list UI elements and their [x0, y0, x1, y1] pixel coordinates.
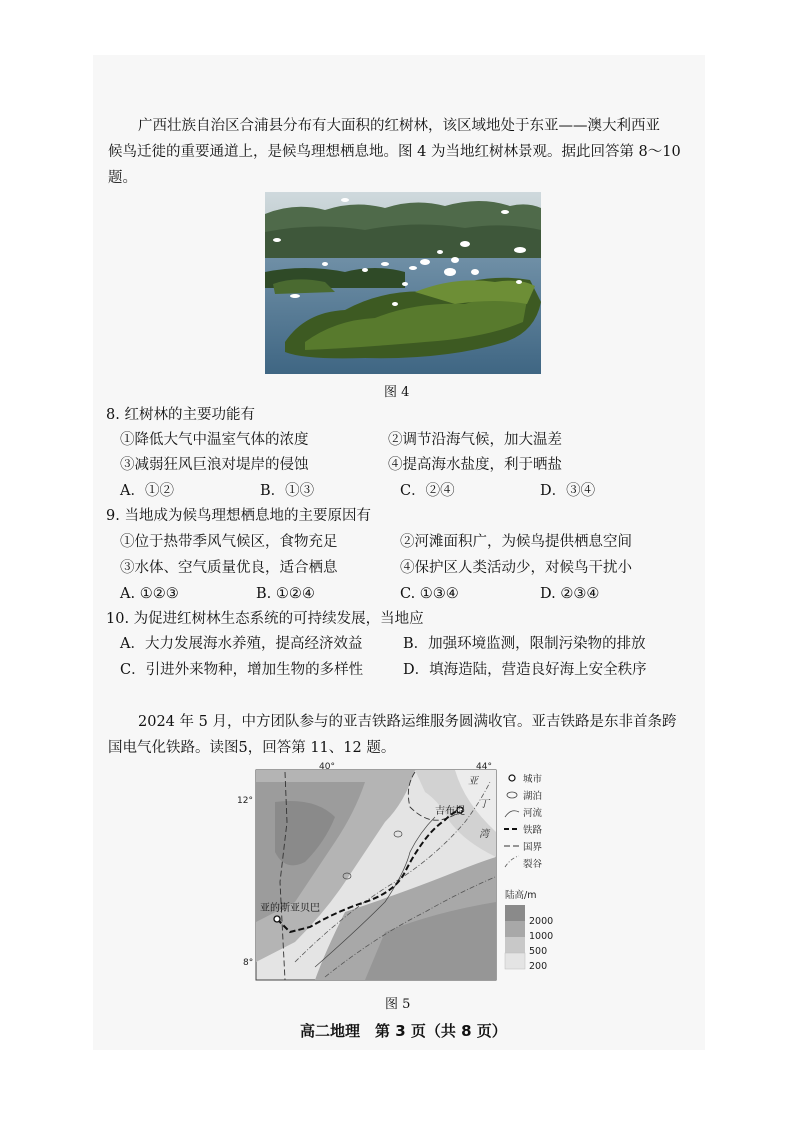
q10-choice-d: D．填海造陆，营造良好海上安全秩序: [403, 662, 647, 678]
q9-choice-a: A. ①②③: [120, 586, 179, 602]
q8-choice-a: A．①②: [120, 483, 174, 499]
city-label-addis-ababa: 亚的斯亚贝巴: [260, 903, 320, 914]
q9-option1: ①位于热带季风气候区，食物充足: [120, 534, 338, 550]
q8-choice-b: B．①③: [260, 483, 315, 499]
q8-option1: ①降低大气中温室气体的浓度: [120, 432, 309, 448]
q8-choice-c: C．②④: [400, 483, 455, 499]
q10-stem: 10. 为促进红树林生态系统的可持续发展，当地应: [106, 611, 424, 627]
q9-choice-d: D. ②③④: [540, 586, 600, 602]
intro1-line1: 广西壮族自治区合浦县分布有大面积的红树林，该区域地处于东亚——澳大利西亚: [138, 118, 660, 134]
q10-choice-b: B．加强环境监测，限制污染物的排放: [403, 636, 646, 652]
mangrove-photo: [265, 192, 541, 374]
q9-choice-b: B. ①②④: [256, 586, 315, 602]
q8-option4: ④提高海水盐度，利于晒盐: [388, 457, 562, 473]
longitude-44: 44°: [476, 762, 492, 772]
legend-elev-1000: 1000: [529, 931, 554, 942]
longitude-40: 40°: [319, 762, 335, 772]
legend-elev-500: 500: [529, 946, 548, 957]
q8-option3: ③减弱狂风巨浪对堤岸的侵蚀: [120, 457, 309, 473]
q10-choice-a: A．大力发展海水养殖，提高经济效益: [120, 636, 363, 652]
q9-option2: ②河滩面积广，为候鸟提供栖息空间: [400, 534, 632, 550]
q9-option4: ④保护区人类活动少，对候鸟干扰小: [400, 560, 632, 576]
latitude-12: 12°: [237, 796, 253, 806]
q8-stem: 8. 红树林的主要功能有: [106, 407, 255, 423]
gulf-label-3: 湾: [479, 829, 489, 840]
intro2-line2: 国电气化铁路。读图5，回答第 11、12 题。: [108, 740, 396, 756]
legend-river: 河流: [523, 808, 543, 819]
railway-map: [237, 762, 555, 984]
gulf-label-2: 丁: [479, 799, 489, 810]
q8-choice-d: D．③④: [540, 483, 596, 499]
legend-elev-2000: 2000: [529, 916, 554, 927]
intro2-line1: 2024 年 5 月，中方团队参与的亚吉铁路运维服务圆满收官。亚吉铁路是东非首条跨: [138, 714, 677, 730]
map-legend: [504, 773, 553, 972]
figure4-caption: 图 4: [384, 385, 410, 400]
gulf-label-1: 亚: [468, 776, 478, 787]
intro1-line3: 题。: [108, 170, 137, 186]
q8-option2: ②调节沿海气候，加大温差: [388, 432, 562, 448]
q9-stem: 9. 当地成为候鸟理想栖息地的主要原因有: [106, 508, 371, 524]
legend-lake: 湖泊: [523, 791, 543, 802]
q9-choice-c: C. ①③④: [400, 586, 459, 602]
legend-elev-200: 200: [529, 961, 548, 972]
q9-option3: ③水体、空气质量优良，适合栖息: [120, 560, 338, 576]
legend-elevation-title: 陆高/m: [505, 890, 537, 901]
figure5-caption: 图 5: [385, 997, 411, 1012]
legend-border: 国界: [523, 842, 543, 853]
q10-choice-c: C．引进外来物种，增加生物的多样性: [120, 662, 364, 678]
intro1-line2: 候鸟迁徙的重要通道上，是候鸟理想栖息地。图 4 为当地红树林景观。据此回答第 8～10: [108, 144, 681, 160]
legend-city: 城市: [523, 774, 543, 785]
city-label-djibouti: 吉布提: [435, 806, 465, 817]
legend-railway: 铁路: [523, 825, 543, 836]
latitude-8: 8°: [243, 958, 254, 968]
legend-rift: 裂谷: [523, 859, 543, 870]
page-footer: 高二地理 第 3 页（共 8 页）: [300, 1022, 507, 1040]
